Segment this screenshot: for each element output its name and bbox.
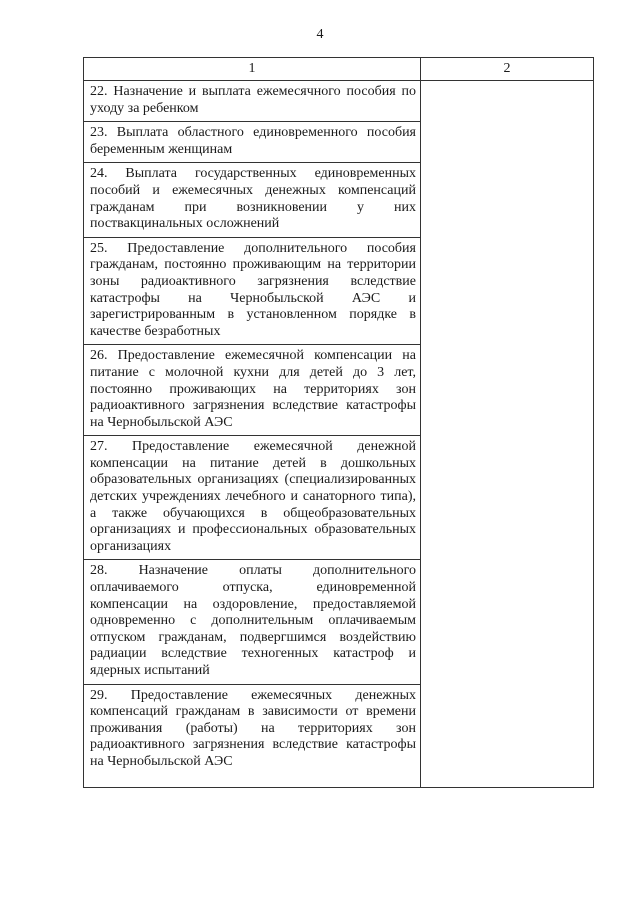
service-item-27: 27. Предоставление ежемесячной денежной компенсации на питание детей в дошкольных образовательных организациях (специализированных детских учреждениях лечебного и санаторного типа), а также обучающихся в общеобразовательных организациях и профессиональных образовательных организациях [84,436,420,560]
column-header-2: 2 [421,58,594,81]
service-item-26: 26. Предоставление ежемесячной компенсации на питание с молочной кухни для детей до 3 лет, постоянно проживающих на территориях зон радиоактивного загрязнения вследствие катастрофы на Чернобыльской АЭС [84,345,420,436]
services-column [84,81,421,788]
table-bottom-spacer [84,775,420,787]
table-header-row [84,58,594,81]
services-table [83,57,594,788]
service-item-25: 25. Предоставление дополнительного пособия гражданам, постоянно проживающим на территории зоны радиоактивного загрязнения вследствие катастрофы на Чернобыльской АЭС и зарегистрированным в установленном порядке в качестве безработных [84,237,420,345]
service-item-29: 29. Предоставление ежемесячных денежных компенсаций гражданам в зависимости от времени проживания (работы) на территориях зон радиоактивного загрязнения вследствие катастрофы на Чернобыльской АЭС [90,687,416,769]
column-2-cell [421,81,594,788]
page-number: 4 [316,27,324,42]
column-header-1: 1 [84,58,421,81]
service-item-22: 22. Назначение и выплата ежемесячного пособия по уходу за ребенком [84,81,420,122]
service-item-23: 23. Выплата областного единовременного пособия беременным женщинам [84,122,420,163]
service-item-28: 28. Назначение оплаты дополнительного оплачиваемого отпуска, единовременной компенсации на оздоровление, предоставляемой одновременно с дополнительным оплачиваемым отпуском гражданам, подвергшимся воздействию радиации вследствие техногенных катастроф и ядерных испытаний [84,560,420,684]
service-list [84,81,420,775]
service-item-24: 24. Выплата государственных единовременных пособий и ежемесячных денежных компенсаций гражданам при возникновении у них поствакцинальных осложнений [84,163,420,237]
